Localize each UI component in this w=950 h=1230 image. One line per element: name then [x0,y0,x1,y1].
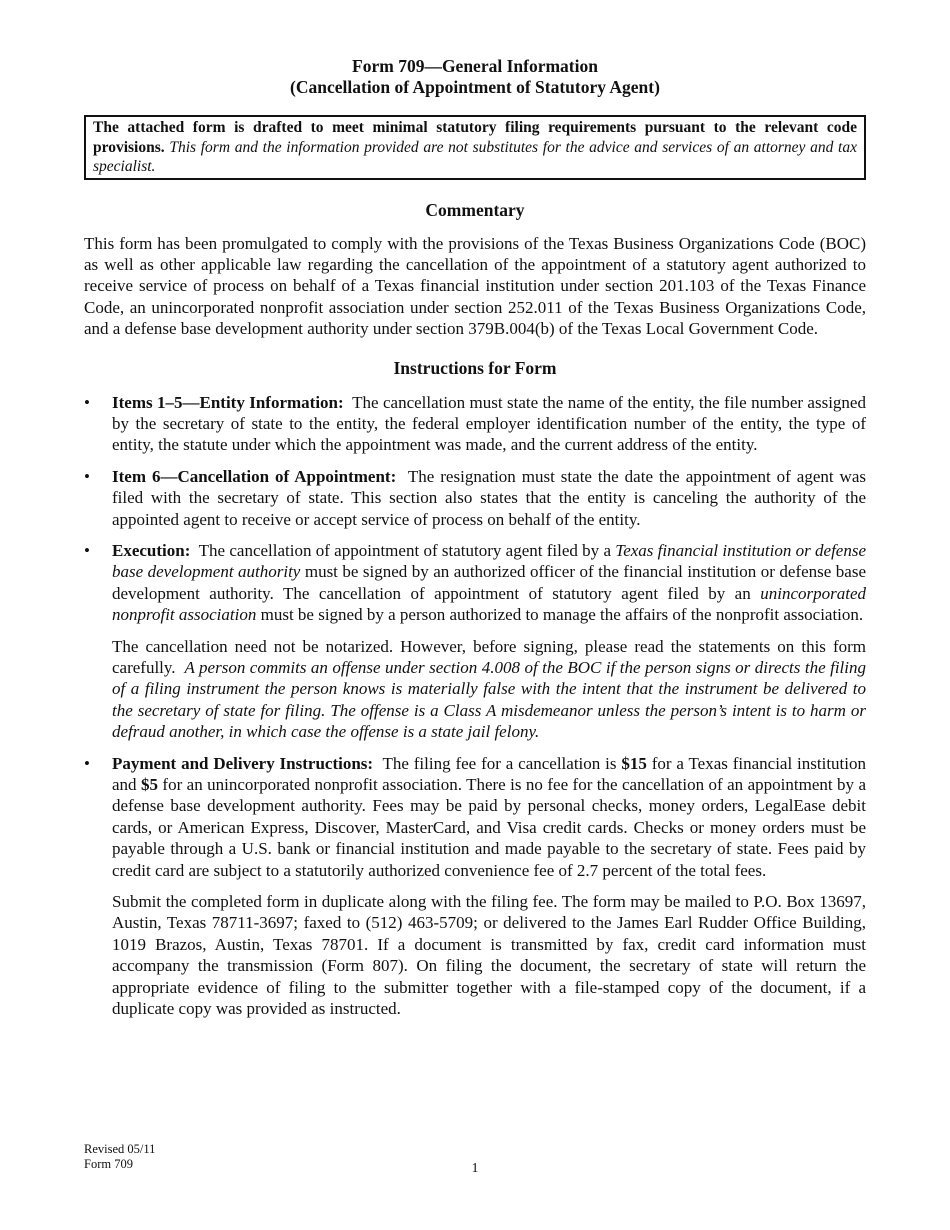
item-label: Items 1–5—Entity Information: [112,392,344,412]
item-label: Payment and Delivery Instructions: [112,753,374,773]
item-execution-notarization-text [112,636,866,743]
form-title-line1: Form 709—General Information [352,56,598,76]
item-body: The cancellation must state the name of the entity, the file number assigned by the secretary of state to the entity, the federal employer identification number of the entity, the type of entity, the statute under which the appointment was made, and the current address of the entity. [112,392,866,455]
item-body-part1: The filing fee for a cancellation is [382,753,617,773]
bullet-icon: • [84,466,90,486]
bullet-icon: • [84,540,90,560]
item-body-italic1: Texas financial institution or defense base development authority [112,540,866,582]
item-body-part1: The cancellation of appointment of statutory agent filed by a [198,540,612,560]
notarization-text: The cancellation need not be notarized. However, before signing, please read the statements on this form carefully. [112,636,866,677]
item-body: The resignation must state the date the appointment of agent was filed with the secretary of state. This section also states that the entity is canceling the authority of the appointed agent to receive or accept service of process on behalf of the entity. [112,466,866,529]
item-body-part3: for an unincorporated nonprofit association. There is no fee for the cancellation of an appointment by a defense base development authority. Fees may be paid by personal checks, money orders, LegalEase debit cards, or American Express, Discover, MasterCard, and Visa credit cards. Checks or money orders must be payable through a U.S. bank or financial institution and made payable to the secretary of state. Fees paid by credit card are subject to a statutorily authorized convenience fee of 2.7 percent of the total fees. [112,775,867,880]
item-label: Item 6—Cancellation of Appointment: [112,466,397,486]
commentary-heading: Commentary [425,199,525,220]
list-item-entity-information [84,392,866,456]
item-payment-text [112,753,866,881]
fee-nonprofit-association: $5 [140,775,158,795]
item-execution-text [112,540,866,626]
list-item-execution [84,540,866,743]
revision-date: Revised 05/11 [84,1142,156,1156]
instructions-heading: Instructions for Form [393,357,557,378]
commentary-body: This form has been promulgated to comply with the provisions of the Texas Business Organizations Code (BOC) as well as other applicable law regarding the cancellation of the appointment of a statutory agent authorized to receive service of process on behalf of a Texas financial institution under section 201.103 of the Texas Finance Code, an unincorporated nonprofit association under section 252.011 of the Texas Business Organizations Code, and a defense base development authority under section 379B.004(b) of the Texas Local Government Code. [84,233,866,339]
item-body-part3: must be signed by a person authorized to manage the affairs of the nonprofit association. [260,605,864,625]
item-entity-information-text [112,392,866,456]
item-body-italic2: unincorporated nonprofit association [112,583,867,625]
form-number: Form 709 [84,1157,133,1171]
form-title [84,56,866,98]
disclaimer-bold-text: The attached form is drafted to meet minimal statutory filing requirements pursuant to the relevant code provisions. [93,119,857,156]
item-label: Execution: [112,540,191,560]
fee-financial-institution: $15 [621,753,647,773]
submission-instructions: Submit the completed form in duplicate along with the filing fee. The form may be mailed to P.O. Box 13697, Austin, Texas 78711-3697; faxed to (512) 463-5709; or delivered to the James Earl Rudder Office Building, 1019 Brazos, Austin, Texas 78701. If a document is transmitted by fax, credit card information must accompany the transmission (Form 807). On filing the document, the secretary of state will return the appropriate evidence of filing to the submitter together with a file-stamped copy of the document, if a duplicate copy was provided as instructed. [112,892,866,1019]
item-body-part2: must be signed by an authorized officer of the financial institution or defense base development authority. The cancellation of appointment of statutory agent filed by an [112,562,866,603]
form-title-line2: (Cancellation of Appointment of Statutory Agent) [290,77,660,97]
offense-warning: A person commits an offense under section 4.008 of the BOC if the person signs or directs the filing of a filing instrument the person knows is materially false with the intent that the instrument be delivered to the secretary of state for filing. The offense is a Class A misdemeanor unless the person’s intent is to harm or defraud another, in which case the offense is a state jail felony. [112,658,866,742]
item-body-part2: for a Texas financial institution and [112,753,867,795]
bullet-icon: • [84,392,90,412]
document-page [84,56,866,1030]
disclaimer-box [84,115,866,180]
bullet-icon: • [84,753,90,773]
item-cancellation-text [112,466,866,530]
disclaimer-italic-text: This form and the information provided are not substitutes for the advice and services of an attorney and tax specialist. [93,138,857,175]
page-number: 1 [471,1161,479,1176]
instructions-list [84,392,866,1020]
list-item-cancellation-of-appointment [84,466,866,530]
list-item-payment-delivery [84,753,866,1020]
